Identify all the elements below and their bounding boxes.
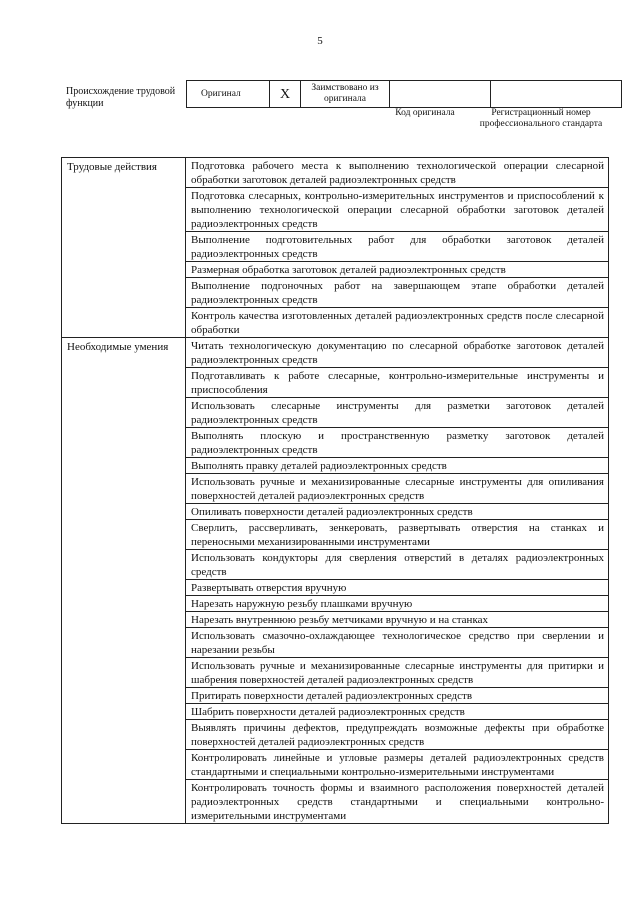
- section-item: Сверлить, рассверливать, зенкеровать, развертывать отверстия на станках и переносными механизированными инструментами: [186, 520, 609, 550]
- registration-number-cell: [491, 81, 622, 108]
- section-item: Нарезать наружную резьбу плашками вручную: [186, 596, 609, 612]
- reg-caption: Регистрационный номер профессионального стандарта: [479, 108, 603, 129]
- section-item: Притирать поверхности деталей радиоэлектронных средств: [186, 688, 609, 704]
- section-item: Нарезать внутреннюю резьбу метчиками вручную и на станках: [186, 612, 609, 628]
- section-item: Использовать слесарные инструменты для разметки заготовок деталей радиоэлектронных средств: [186, 398, 609, 428]
- section-item: Выполнять плоскую и пространственную разметку заготовок деталей радиоэлектронных средств: [186, 428, 609, 458]
- section-item: Использовать кондукторы для сверления отверстий в деталях радиоэлектронных средств: [186, 550, 609, 580]
- origin-label: Происхождение трудовой функции: [66, 86, 176, 109]
- section-item: Выявлять причины дефектов, предупреждать возможные дефекты при обработке поверхностей деталей радиоэлектронных средств: [186, 720, 609, 750]
- section-item: Подготавливать к работе слесарные, контрольно-измерительные инструменты и приспособления: [186, 368, 609, 398]
- section-item: Выполнение подгоночных работ на завершающем этапе обработки деталей радиоэлектронных средств: [186, 278, 609, 308]
- table-row: [62, 158, 609, 188]
- section-item: Использовать ручные и механизированные слесарные инструменты для притирки и шабрения поверхностей деталей радиоэлектронных средств: [186, 658, 609, 688]
- original-label: Оригинал: [187, 81, 270, 108]
- section-item: Выполнять правку деталей радиоэлектронных средств: [186, 458, 609, 474]
- section-item: Контролировать линейные и угловые размеры деталей радиоэлектронных средств стандартными и специальными контрольно-измерительными инструментами: [186, 750, 609, 780]
- section-item: Подготовка рабочего места к выполнению технологической операции слесарной обработки заготовок деталей радиоэлектронных средств: [186, 158, 609, 188]
- section-title: Необходимые умения: [62, 338, 186, 824]
- section-item: Использовать смазочно-охлаждающее технологическое средство при сверлении и нарезании резьбы: [186, 628, 609, 658]
- origin-table: [186, 80, 622, 108]
- section-item: Контролировать точность формы и взаимного расположения поверхностей деталей радиоэлектронных средств стандартными и специальными контрольно-измерительными инструментами: [186, 780, 609, 824]
- functions-table: [61, 157, 609, 824]
- section-item: Размерная обработка заготовок деталей радиоэлектронных средств: [186, 262, 609, 278]
- section-item: Развертывать отверстия вручную: [186, 580, 609, 596]
- code-caption: Код оригинала: [395, 108, 455, 118]
- section-item: Использовать ручные и механизированные слесарные инструменты для опиливания поверхностей деталей радиоэлектронных средств: [186, 474, 609, 504]
- borrowed-label: Заимствовано из оригинала: [301, 81, 390, 108]
- section-item: Читать технологическую документацию по слесарной обработке заготовок деталей радиоэлектронных средств: [186, 338, 609, 368]
- section-item: Выполнение подготовительных работ для обработки заготовок деталей радиоэлектронных средств: [186, 232, 609, 262]
- page-number: 5: [317, 35, 323, 47]
- original-mark: X: [270, 81, 301, 108]
- original-code-cell: [390, 81, 491, 108]
- section-item: Опиливать поверхности деталей радиоэлектронных средств: [186, 504, 609, 520]
- section-item: Контроль качества изготовленных деталей радиоэлектронных средств после слесарной обработки: [186, 308, 609, 338]
- table-row: [62, 338, 609, 368]
- section-item: Шабрить поверхности деталей радиоэлектронных средств: [186, 704, 609, 720]
- section-title: Трудовые действия: [62, 158, 186, 338]
- section-item: Подготовка слесарных, контрольно-измерительных инструментов и приспособлений к выполнению технологической операции слесарной обработки заготовок деталей радиоэлектронных средств: [186, 188, 609, 232]
